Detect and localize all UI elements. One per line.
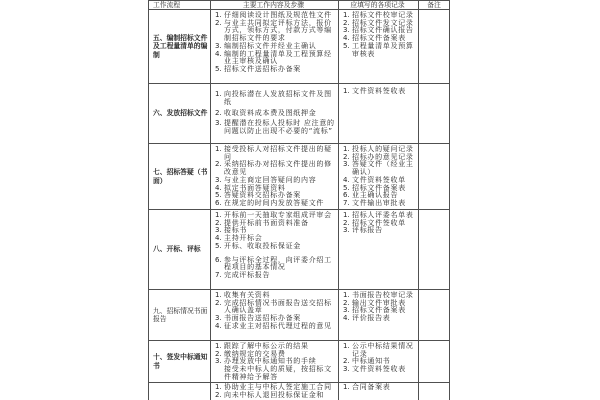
stage-cell [149, 210, 210, 289]
item-text: 文件输出审批表 [352, 198, 406, 207]
record-item [343, 366, 416, 374]
table-row [149, 143, 449, 209]
item-text: 招标文件备案表 [352, 183, 406, 192]
item-text: 招标文件送招标办备案 [224, 64, 301, 73]
list-item [215, 300, 336, 315]
content-cell [210, 210, 338, 289]
item-text: 与业主共同拟定评标方法，报价方式，领标方式，付款方式等编制招标文件的要求 [224, 18, 332, 43]
item-number: 3. [343, 226, 350, 235]
content-cell [210, 341, 338, 382]
item-text: 书面报告送招标办备案 [224, 314, 301, 323]
item-text: 缴纳规定的交易费 [224, 349, 286, 358]
record-item [343, 200, 416, 208]
workflow-table [148, 0, 450, 400]
item-number: 2. [215, 108, 222, 117]
list-item [215, 91, 336, 106]
header-records: 应填写的各项记录 [338, 1, 418, 9]
item-text: 书面报告校审记录 [352, 291, 414, 299]
list-item [215, 257, 336, 272]
records-cell [338, 144, 418, 209]
item-number: 1. [215, 11, 222, 19]
remarks-cell [418, 10, 449, 83]
content-cell [210, 144, 338, 209]
list-item [215, 392, 336, 400]
item-text: 招标文件备案表 [352, 34, 406, 43]
records-cell [338, 383, 418, 400]
item-number: 4. [215, 321, 222, 330]
item-text: 向投标潜在人发放招标文件及图纸 [224, 90, 332, 106]
item-number: 7. [343, 198, 350, 207]
remarks-cell [418, 84, 449, 143]
list-item [215, 272, 336, 280]
item-number: 5. [343, 183, 350, 192]
remarks-cell [418, 210, 449, 289]
stage-title: 六、发放招标文件 [153, 109, 208, 118]
record-item [343, 384, 416, 392]
item-text: 业主确认报告 [352, 191, 399, 200]
item-text: 接受投标人对招标文件提出的疑问 [224, 145, 332, 161]
item-number: 2. [343, 357, 350, 366]
item-number: 1. [343, 145, 350, 153]
item-text: 收取资料成本费及图纸押金 [224, 108, 317, 117]
item-text: 公示中标结果情况记录 [352, 342, 414, 358]
stage-cell [149, 144, 210, 209]
item-number: 2. [215, 390, 222, 399]
item-number: 2. [215, 218, 222, 227]
item-text: 招标文件确认报告 [352, 26, 414, 35]
list-item [215, 200, 336, 208]
item-text: 招标文件备案表 [352, 306, 406, 315]
item-number: 4. [343, 34, 350, 43]
item-text: 中标通知书 [352, 357, 391, 366]
item-number: 3. [343, 160, 350, 169]
item-number: 1. [343, 11, 350, 19]
item-text: 投标人的疑问记录 [352, 145, 414, 153]
item-text: 与业主商定回答疑问的内容 [224, 175, 317, 184]
table-row [149, 382, 449, 400]
remarks-cell [418, 383, 449, 400]
item-text: 收集有关资料 [224, 291, 271, 299]
item-text: 主持开标会 [224, 234, 263, 243]
item-text: 文件资料签收表 [352, 87, 406, 95]
item-text: 合同备案表 [352, 383, 391, 391]
item-number: 3. [215, 119, 222, 128]
item-number: 2. [343, 298, 350, 307]
stage-cell [149, 84, 210, 143]
item-number: 1. [215, 145, 222, 153]
remarks-cell [418, 341, 449, 382]
header-content: 主要工作内容及步骤 [210, 1, 338, 9]
item-text: 招标人评委名单表 [352, 211, 414, 219]
table-row [149, 289, 449, 340]
item-number: 3. [343, 26, 350, 35]
content-cell [210, 383, 338, 400]
header-stage: 工作流程 [153, 1, 181, 9]
item-number: 3. [215, 314, 222, 323]
item-text: 招标文件发文记录 [352, 18, 414, 27]
item-text: 答疑资料交招标办备案 [224, 191, 301, 200]
stage-title: 七、招标答疑（书面） [153, 168, 208, 185]
item-number: 1. [343, 211, 350, 219]
item-text: 协助业主与中标人签定施工合同 [224, 383, 332, 391]
item-number: 4. [215, 49, 222, 58]
list-item [215, 161, 336, 176]
stage-title: 八、开标、评标 [153, 245, 201, 254]
records-cell [338, 84, 418, 143]
stage-cell [149, 383, 210, 400]
item-text: 评标报告 [352, 226, 383, 235]
table-header-row [149, 0, 449, 9]
item-number: 2. [215, 18, 222, 27]
item-text: 仔细阅读设计图纸及规范性文件 [224, 11, 332, 19]
remarks-cell [418, 290, 449, 340]
item-text: 在规定的时间内发放答疑文件 [224, 198, 325, 207]
record-item [343, 88, 416, 96]
item-text: 接受未中标人的质疑，按招标文件精神给予解答 [224, 365, 332, 381]
content-cell [210, 84, 338, 143]
item-number: 4. [343, 175, 350, 184]
item-text: 办理发放中标通知书的手续 [224, 357, 317, 366]
item-number: 4. [215, 183, 222, 192]
remarks-cell [418, 144, 449, 209]
item-number: 5. [215, 64, 222, 73]
item-text: 评价报告表 [352, 314, 391, 323]
item-text: 招标文件校审记录 [352, 11, 414, 19]
stage-title: 九、招标情况书面报告 [153, 306, 208, 323]
item-text: 文件资料签收单 [352, 175, 406, 184]
list-item [215, 120, 336, 135]
record-item [343, 43, 416, 58]
item-number: 4. [215, 234, 222, 243]
item-number: 6. [343, 191, 350, 200]
item-number: 3. [215, 41, 222, 50]
list-item [215, 243, 336, 251]
item-text: 开标前一天抽取专家组成评审会 [224, 211, 332, 219]
item-number: 2. [343, 18, 350, 27]
record-item [343, 227, 416, 235]
item-number: 2. [215, 298, 222, 307]
header-remarks: 备注 [418, 1, 449, 9]
item-number: 2. [343, 152, 350, 161]
list-item [215, 323, 336, 331]
item-text: 接标书 [224, 226, 248, 235]
item-number: 4. [343, 314, 350, 323]
item-text: 拟定书面答疑资料 [224, 183, 286, 192]
table-row [149, 340, 449, 382]
records-cell [338, 10, 418, 83]
item-number: 1. [215, 383, 222, 391]
item-text: 输出文件审批表 [352, 298, 406, 307]
item-number: 2. [215, 160, 222, 169]
item-text: 编制招标文件并经业主确认 [224, 41, 317, 50]
item-number: 3. [215, 357, 222, 366]
item-text: 编制的工程量清单及工程预算经业主审核及确认 [224, 49, 332, 66]
stage-title: 十、签发中标通知书 [153, 353, 208, 370]
list-item-continuation [215, 366, 336, 381]
item-text: 采纳招标办对招标文件提出的修改意见 [224, 160, 332, 177]
item-number: 1. [343, 291, 350, 299]
list-item [215, 20, 336, 43]
item-number: 1. [343, 383, 350, 391]
list-item [215, 51, 336, 66]
list-item [215, 110, 336, 118]
table-row [149, 83, 449, 143]
item-number: 1. [343, 342, 350, 350]
item-number: 1. [215, 90, 222, 99]
item-number: 1. [215, 342, 222, 350]
item-number: 3. [215, 175, 222, 184]
item-number: 3. [215, 226, 222, 235]
item-number: 7. [215, 270, 222, 279]
stage-cell [149, 341, 210, 382]
item-number: 1. [215, 291, 222, 299]
table-row [149, 209, 449, 289]
records-cell [338, 210, 418, 289]
stage-title: 五、编制招标文件及工程量清单的编制 [153, 33, 208, 59]
stage-cell [149, 10, 210, 83]
content-cell [210, 10, 338, 83]
item-text: 完成招标情况书面报告送交招标人确认盖章 [224, 298, 332, 315]
item-number: 1. [215, 211, 222, 219]
item-text: 招标办的意见记录 [352, 152, 414, 161]
records-cell [338, 341, 418, 382]
item-number: 5. [343, 41, 350, 50]
item-number: 6. [215, 198, 222, 207]
item-number: 3. [343, 306, 350, 315]
item-number: 5. [215, 241, 222, 250]
item-text: 征求业主对招标代理过程的意见 [224, 321, 332, 330]
records-cell [338, 290, 418, 340]
table-row [149, 9, 449, 83]
item-number: 3. [343, 365, 350, 374]
item-number: 2. [215, 349, 222, 358]
item-text: 提供开标前书面资料准备 [224, 218, 309, 227]
list-item [215, 66, 336, 74]
item-number: 5. [215, 191, 222, 200]
item-text: 跟踪了解中标公示的结果 [224, 342, 309, 350]
item-number: 6. [215, 255, 222, 264]
stage-cell [149, 290, 210, 340]
item-text: 向未中标人退回投标保证金和 [224, 390, 325, 399]
content-cell [210, 290, 338, 340]
item-text: 开标、收取投标保证金 [224, 241, 301, 250]
item-text: 参与评标全过程，向评委介绍工程项目的基本情况 [224, 255, 332, 272]
item-text: 工程量清单及预算审核表 [352, 41, 414, 58]
item-number: 1. [343, 87, 350, 95]
item-text: 招标文件签收单 [352, 218, 406, 227]
item-text: 完成评标报告 [224, 270, 271, 279]
item-text: 提醒潜在投标人投标时 应注意的问题以防止出现不必要的“流标” [224, 119, 335, 136]
item-text: 文件资料签收表 [352, 365, 406, 374]
item-text: 答疑文件（经业主确认） [352, 160, 414, 177]
item-number: 2. [343, 218, 350, 227]
record-item [343, 161, 416, 176]
record-item [343, 315, 416, 323]
